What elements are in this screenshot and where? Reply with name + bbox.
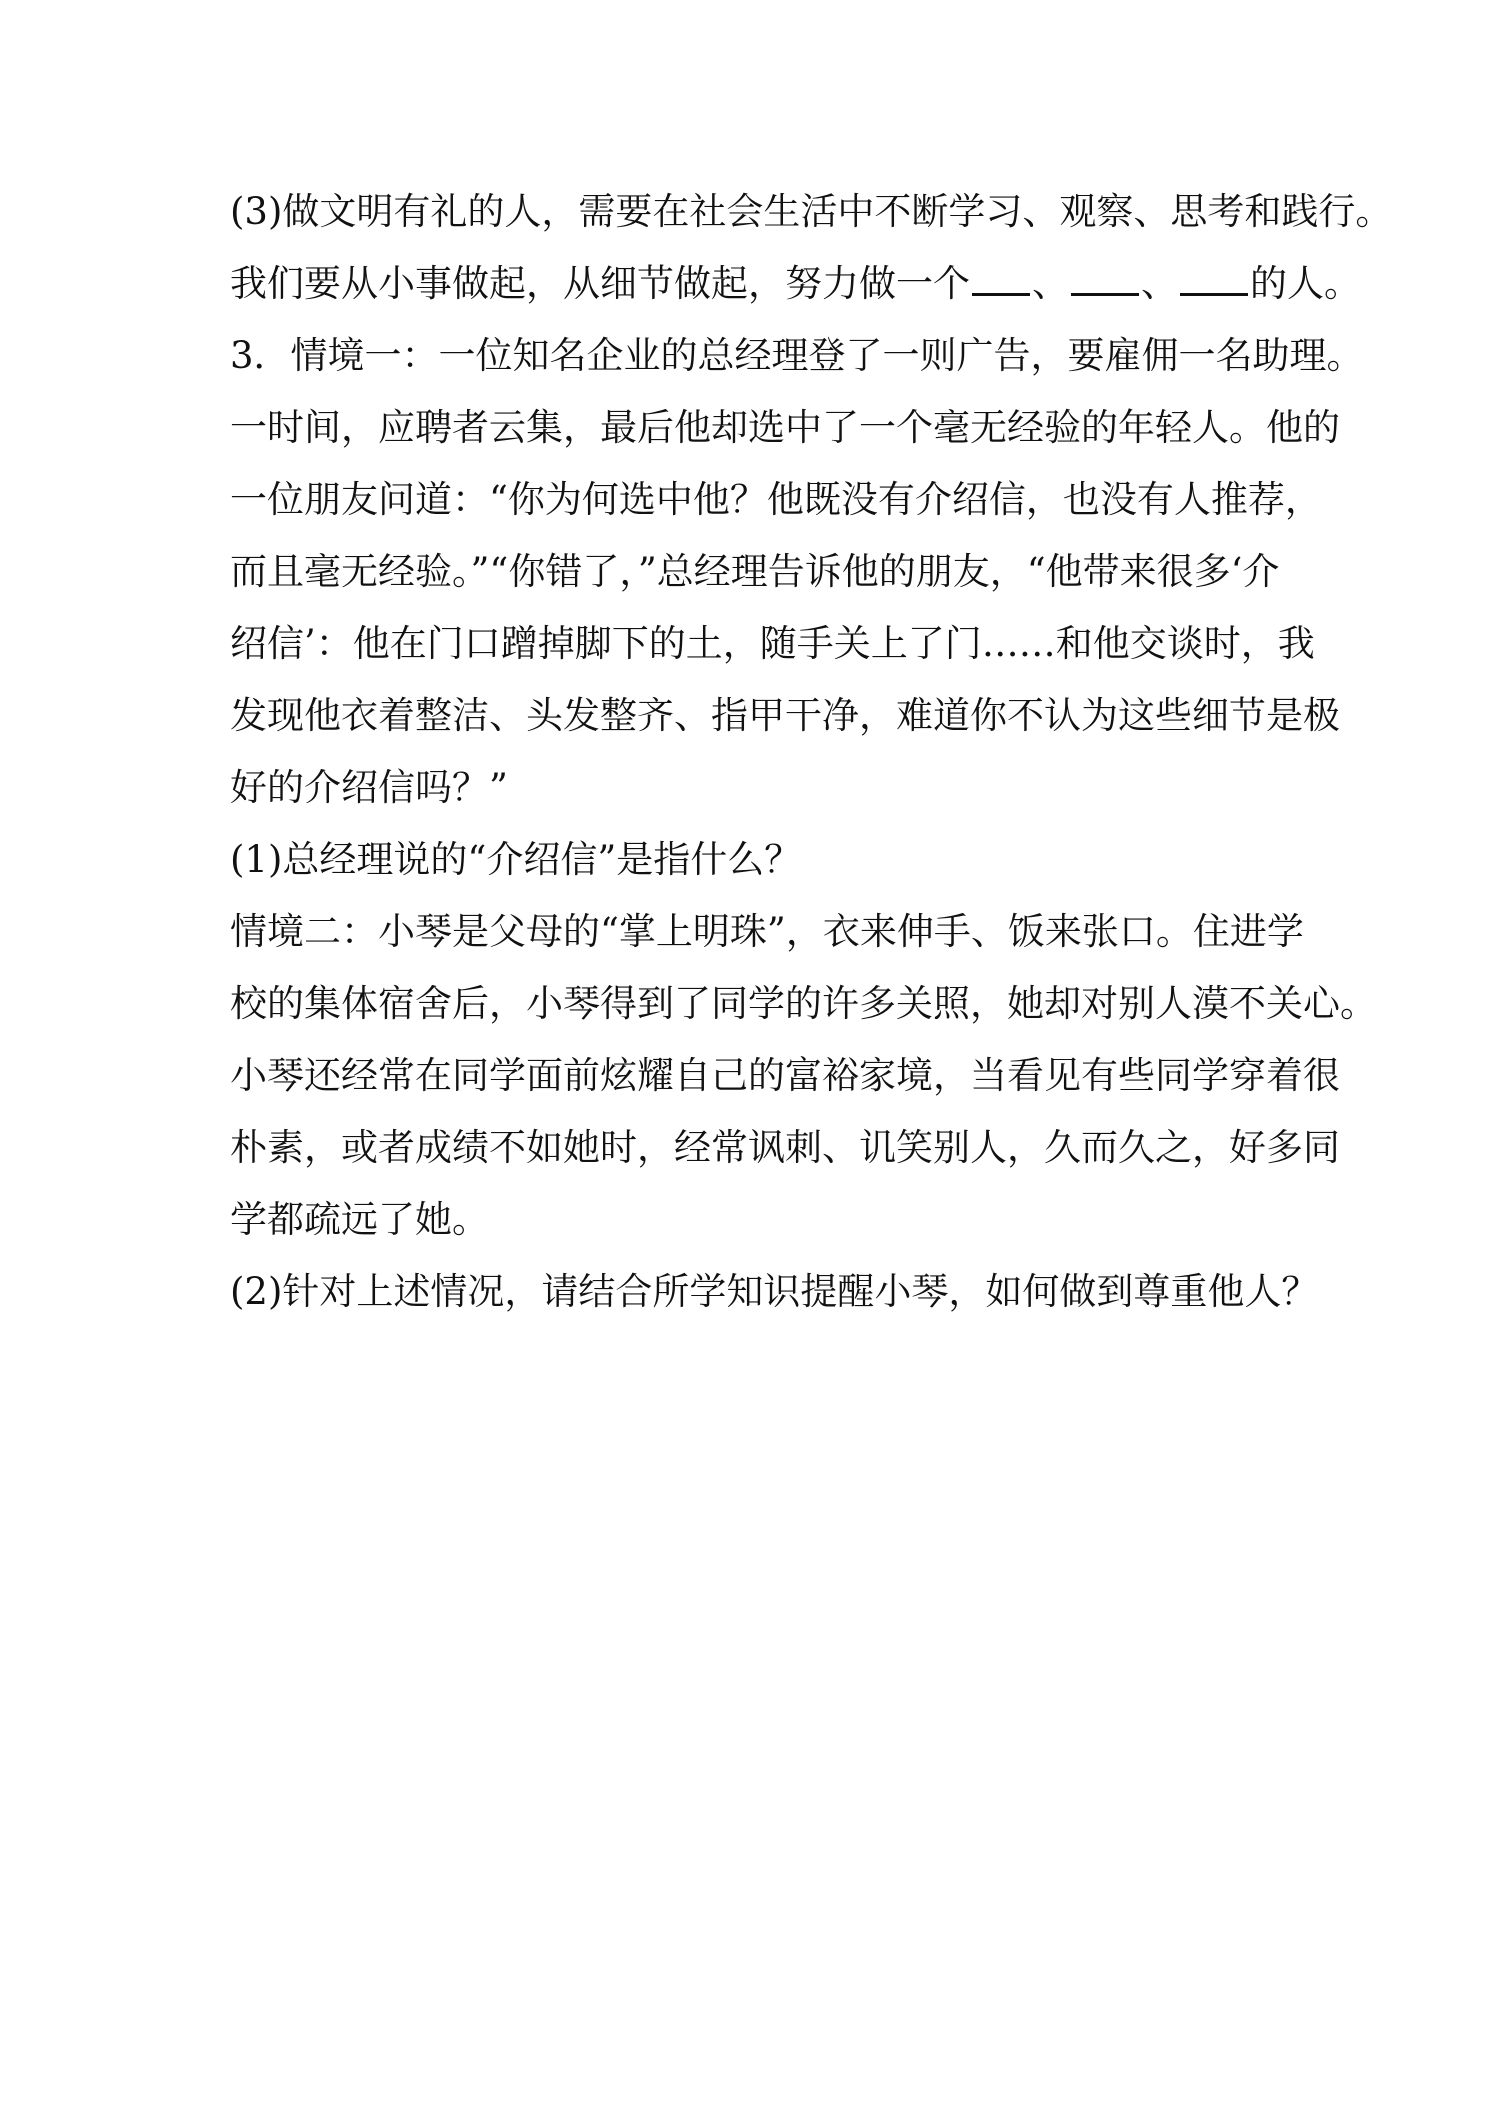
text-line: 校的集体宿舍后，小琴得到了同学的许多关照，她却对别人漠不关心。 xyxy=(230,982,1377,1025)
text-line: 小琴还经常在同学面前炫耀自己的富裕家境，当看见有些同学穿着很 xyxy=(230,1054,1340,1097)
text-fragment: 、 xyxy=(1032,262,1069,305)
text-fragment: 、 xyxy=(1141,262,1178,305)
text-line: 情境二：小琴是父母的“掌上明珠”，衣来伸手、饭来张口。住进学 xyxy=(230,910,1304,953)
text-fragment: 的人。 xyxy=(1250,262,1361,305)
fill-in-blank-line xyxy=(230,248,1361,320)
text-line: 朴素，或者成绩不如她时，经常讽刺、讥笑别人，久而久之，好多同 xyxy=(230,1126,1340,1169)
text-line: 而且毫无经验。”“你错了，”总经理告诉他的朋友，“他带来很多‘介 xyxy=(230,550,1280,593)
text-line: 好的介绍信吗？” xyxy=(230,766,508,809)
document-body xyxy=(230,176,1393,1328)
answer-blank[interactable] xyxy=(1071,261,1139,296)
text-line: 绍信’：他在门口蹭掉脚下的土，随手关上了门……和他交谈时，我 xyxy=(230,622,1315,665)
text-line: 一时间，应聘者云集，最后他却选中了一个毫无经验的年轻人。他的 xyxy=(230,406,1340,449)
sub-question: (1)总经理说的“介绍信”是指什么？ xyxy=(230,838,802,881)
text-fragment: 我们要从小事做起，从细节做起，努力做一个 xyxy=(230,262,970,305)
text-line: 发现他衣着整洁、头发整齐、指甲干净，难道你不认为这些细节是极 xyxy=(230,694,1340,737)
question-heading: 3．情境一：一位知名企业的总经理登了一则广告，要雇佣一名助理。 xyxy=(230,334,1364,377)
sub-question: (2)针对上述情况，请结合所学知识提醒小琴，如何做到尊重他人？ xyxy=(230,1270,1319,1313)
answer-blank[interactable] xyxy=(1180,261,1248,296)
answer-blank[interactable] xyxy=(972,261,1030,296)
text-line: (3)做文明有礼的人，需要在社会生活中不断学习、观察、思考和践行。 xyxy=(230,190,1393,233)
text-line: 学都疏远了她。 xyxy=(230,1198,489,1241)
text-line: 一位朋友问道：“你为何选中他？他既没有介绍信，也没有人推荐， xyxy=(230,478,1322,521)
